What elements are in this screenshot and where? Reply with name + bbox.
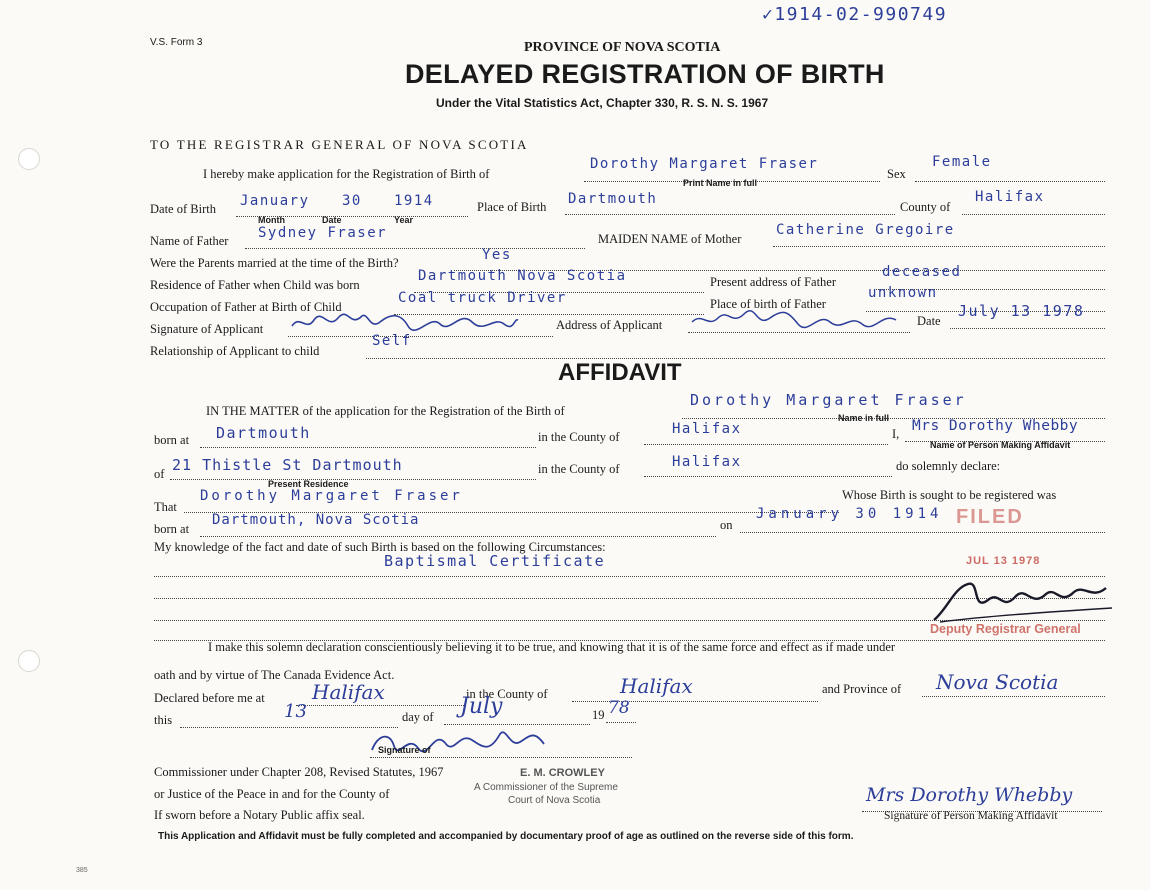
sig-of-label: Signature of (378, 745, 431, 755)
intro-label: I hereby make application for the Registration of Birth of (203, 167, 490, 181)
person-signature: Mrs Dorothy Whebby (866, 784, 1073, 806)
province-value: Nova Scotia (936, 670, 1059, 694)
place-line (565, 214, 895, 215)
punch-hole-top (18, 148, 40, 170)
dob-year: 1914 (394, 193, 434, 209)
deputy-registrar-signature (928, 578, 1118, 626)
deputy-registrar: Deputy Registrar General (930, 622, 1081, 636)
declared-at: Halifax (312, 680, 385, 704)
occupation-label: Occupation of Father at Birth of Child (150, 300, 342, 314)
i-label: I, (892, 427, 900, 441)
province-heading: PROVINCE OF NOVA SCOTIA (524, 40, 721, 55)
sig-applicant-label: Signature of Applicant (150, 322, 264, 336)
sex-line (915, 181, 1105, 182)
relationship-value: Self (372, 333, 412, 349)
seal-line-2: Court of Nova Scotia (508, 795, 601, 806)
applicant-signature (290, 306, 520, 336)
whose-birth: Whose Birth is sought to be registered was (842, 488, 1057, 502)
justice-line: or Justice of the Peace in and for the County of (154, 787, 390, 801)
mother-label: MAIDEN NAME of Mother (598, 232, 742, 246)
born-at2-line (200, 536, 716, 537)
circumstance-value: Baptismal Certificate (384, 552, 606, 570)
date-note: Date (322, 215, 342, 225)
applicant-addr-line (688, 332, 910, 333)
mother-value: Catherine Gregoire (776, 222, 955, 238)
born-at-value: Dartmouth (216, 424, 311, 442)
filed-date: JUL 13 1978 (966, 555, 1041, 567)
county-line (962, 214, 1105, 215)
sig-applicant-line (288, 336, 553, 337)
day-value: 13 (284, 701, 307, 722)
page-subtitle: Under the Vital Statistics Act, Chapter 330, R. S. N. S. 1967 (436, 96, 769, 110)
applicant-address-handwriting (690, 306, 900, 332)
date-value: July 13 1978 (958, 302, 1085, 320)
on-label: on (720, 518, 733, 532)
filed-stamp: FILED (956, 506, 1024, 528)
county3-label: in the County of (466, 687, 548, 701)
born-at-line (200, 447, 536, 448)
father-label: Name of Father (150, 234, 229, 248)
place-label: Place of Birth (477, 200, 547, 214)
place-value: Dartmouth (568, 191, 658, 207)
of-label: of (154, 467, 165, 481)
county-label: County of (900, 200, 951, 214)
county2-value: Halifax (672, 454, 742, 470)
footer-note: This Application and Affidavit must be fully completed and accompanied by documentary proof of age as outlined on the reverse side of this form. (158, 831, 854, 842)
county3-value: Halifax (620, 674, 693, 698)
dob-month: January (240, 193, 310, 209)
married-label: Were the Parents married at the time of the Birth? (150, 256, 399, 270)
applicant-addr-label: Address of Applicant (556, 318, 663, 332)
matter-text: IN THE MATTER of the application for the Registration of the Birth of (206, 404, 565, 418)
solemn-text-2: oath and by virtue of The Canada Evidence Act. (154, 668, 395, 682)
affidavit-name: Dorothy Margaret Fraser (690, 391, 967, 409)
declared-line (296, 705, 464, 706)
corner-number: 385 (76, 867, 88, 874)
res-father-value: Dartmouth Nova Scotia (418, 268, 627, 284)
county-value-aff: Halifax (672, 421, 742, 437)
sig-person-note: Signature of Person Making Affidavit (884, 810, 1058, 822)
dob-label: Date of Birth (150, 202, 216, 216)
born-at2-label: born at (154, 522, 190, 536)
sex-label: Sex (887, 167, 906, 181)
res-father-label: Residence of Father when Child was born (150, 278, 360, 292)
province-label: and Province of (822, 682, 902, 696)
commissioner-line: Commissioner under Chapter 208, Revised Statutes, 1967 (154, 765, 444, 779)
affiant-value: Mrs Dorothy Whebby (912, 418, 1079, 434)
occupation-value: Coal truck Driver (398, 290, 567, 306)
name-note: Name in full (838, 413, 890, 423)
year-note: Year (394, 215, 414, 225)
residence-line (170, 479, 536, 480)
year-label: 19 (592, 708, 605, 722)
relationship-label: Relationship of Applicant to child (150, 344, 320, 358)
seal-line-1: A Commissioner of the Supreme (474, 782, 618, 793)
sex-value: Female (932, 154, 992, 170)
month-note: Month (258, 215, 285, 225)
punch-hole-bottom (18, 650, 40, 672)
father-value: Sydney Fraser (258, 225, 388, 241)
province-line (922, 696, 1105, 697)
born-at-label: born at (154, 433, 190, 447)
this-label: this (154, 713, 173, 727)
born-at2-value: Dartmouth, Nova Scotia (212, 512, 420, 528)
that-label: That (154, 500, 177, 514)
county-label-aff: in the County of (538, 430, 620, 444)
dob-date: 30 (342, 193, 362, 209)
present-addr-value: deceased (882, 264, 962, 280)
affiant-note: Name of Person Making Affidavit (930, 440, 1071, 450)
on-line (740, 532, 1105, 533)
residence-note: Present Residence (268, 479, 349, 489)
notary-line: If sworn before a Notary Public affix seal. (154, 808, 365, 822)
print-name-note: Print Name in full (683, 178, 758, 188)
form-code: V.S. Form 3 (150, 37, 203, 48)
year-value: 78 (608, 698, 630, 718)
child-name: Dorothy Margaret Fraser (590, 156, 819, 172)
knowledge-text: My knowledge of the fact and date of such Birth is based on the following Circumstances: (154, 540, 606, 554)
month-value: July (460, 694, 503, 719)
present-addr-label: Present address of Father (710, 275, 837, 289)
date-label: Date (917, 314, 941, 328)
birthplace-father-value: unknown (868, 285, 938, 301)
county2-line (644, 476, 892, 477)
mother-line (773, 246, 1105, 247)
solemn-text-1: I make this solemn declaration conscientiously believing it to be true, and knowing that it is of the same force and effect as if made under (208, 640, 896, 654)
birthplace-father-label: Place of birth of Father (710, 297, 826, 311)
residence-value: 21 Thistle St Dartmouth (172, 456, 403, 474)
day-line (180, 727, 398, 728)
affidavit-heading: AFFIDAVIT (558, 359, 682, 386)
declared-label: Declared before me at (154, 691, 265, 705)
date-line (950, 328, 1105, 329)
registration-number: ✓1914-02-990749 (762, 4, 948, 25)
county-value: Halifax (975, 189, 1045, 205)
on-date: January 30 1914 (756, 506, 943, 522)
check-mark-icon: ✓ (762, 4, 775, 25)
to-registrar: TO THE REGISTRAR GENERAL OF NOVA SCOTIA (150, 137, 529, 152)
county2-label: in the County of (538, 462, 620, 476)
that-name: Dorothy Margaret Fraser (200, 488, 463, 504)
county-line-aff (644, 444, 888, 445)
married-value: Yes (482, 247, 512, 263)
page-title: DELAYED REGISTRATION OF BIRTH (405, 59, 885, 89)
relationship-line (366, 358, 1105, 359)
circumstance-line-1 (154, 576, 1105, 577)
seal-name: E. M. CROWLEY (520, 767, 605, 779)
year-line (606, 722, 636, 723)
commissioner-sig-line (370, 757, 632, 758)
declare-label: do solemnly declare: (896, 459, 1001, 473)
father-line (245, 248, 585, 249)
day-of-label: day of (402, 710, 434, 724)
